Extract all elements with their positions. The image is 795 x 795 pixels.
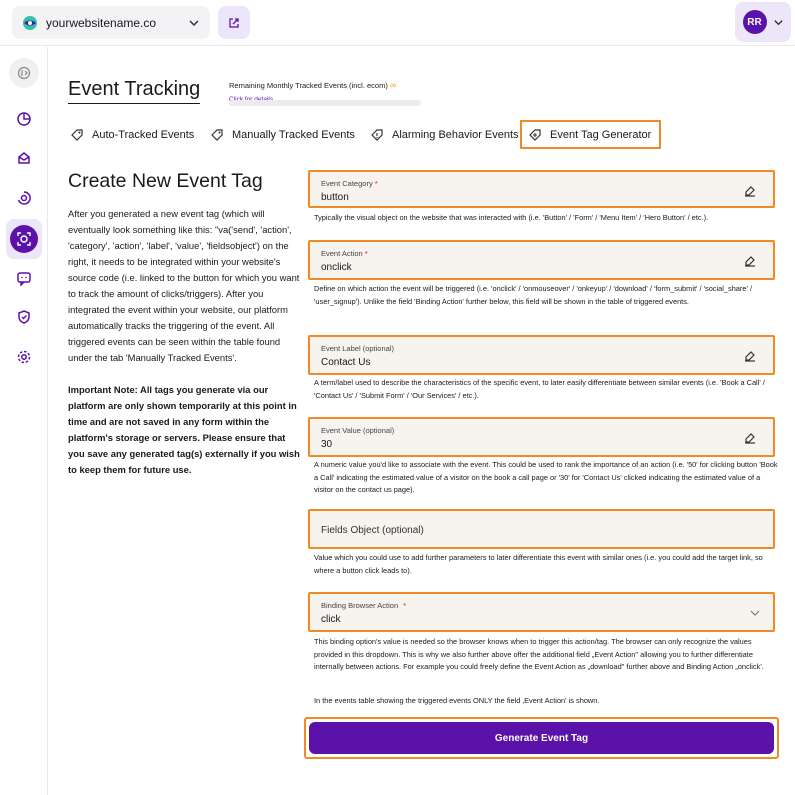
tab-bar: [62, 120, 782, 150]
sidebar-item-analytics[interactable]: [6, 101, 42, 137]
tab-auto-tracked-events[interactable]: [64, 120, 200, 149]
event-action-input[interactable]: onclick: [321, 262, 352, 273]
event-label-help: A term/label used to describe the characteristics of the specific event, to later easily differentiate between similar events (i.e. 'Book a Call' / 'Contact Us' / 'Submit Form' / 'Our Services' / etc.).: [314, 378, 765, 400]
shield-icon: [16, 309, 32, 325]
event-action-field[interactable]: [308, 240, 775, 280]
spiral-icon: [16, 190, 32, 206]
sidebar-item-activity[interactable]: [6, 180, 42, 216]
quota-progress-bar: [229, 100, 421, 106]
event-category-input[interactable]: button: [321, 192, 349, 203]
binding-action-value: click: [321, 614, 341, 625]
website-selector[interactable]: [12, 6, 210, 39]
quota-value: ∞: [389, 80, 397, 90]
chevron-down-icon: [188, 17, 200, 29]
chevron-down-icon: [773, 17, 784, 28]
top-bar: [0, 0, 795, 46]
binding-action-help: This binding option's value is needed so the browser knows when to trigger this action/tag. The browser can only recognize the values provided in this dropdown. This is why we also further above offer the additional field „Event Action" allowing you to further differentiate internally between actions. For example you could freely define the Event Action as „download" further above and Binding Action „onclick'.: [314, 637, 764, 671]
sidebar-active-indicator: [10, 225, 38, 253]
tag-icon: [70, 128, 84, 142]
gear-icon: [16, 349, 32, 365]
open-website-button[interactable]: [218, 6, 250, 39]
important-note: Important Note: All tags you generate via our platform are only shown temporarily at this point in time and are not saved in any form within the platform's storage or servers. Please ensure that you save any generated tag(s) externally if you wish to keep them for future use.: [68, 384, 300, 475]
binding-action-note: In the events table showing the triggered events ONLY the field ‚Event Action' is shown.: [314, 696, 600, 705]
user-menu-button[interactable]: [735, 2, 791, 42]
intro-panel: [68, 170, 300, 478]
tab-label: Manually Tracked Events: [232, 128, 355, 141]
collapse-icon: [17, 66, 31, 80]
sidebar-toggle[interactable]: [9, 58, 39, 88]
field-label: Event Action *: [321, 249, 368, 258]
pie-chart-icon: [16, 111, 32, 127]
event-value-help: A numeric value you'd like to associate with the event. This could be used to rank the importance of an action (i.e. '50' for clicking button 'Book a Call' indicating the estimated value of a visitor on the book a call page or '30' for 'Contact Us' clicked indicating the estimated value of a visitor on the contact us page).: [314, 460, 778, 494]
fields-object-help: Value which you could use to add further parameters to later differentiate this event with similar ones (i.e. you could add the target link, so where a button click leads to).: [314, 553, 763, 575]
sidebar-item-messages[interactable]: [6, 260, 42, 296]
external-link-icon: [227, 16, 241, 30]
event-label-field[interactable]: [308, 335, 775, 375]
event-action-help: Define on which action the event will be triggered (i.e. 'onclick' / 'onmouseover' / 'onkeyup' / 'download' / 'form_submit' / 'social_share' / 'user_signup'). Unlike the field 'Binding Action' further below, this field will be shown in the table of triggered events.: [314, 284, 753, 306]
sidebar-item-security[interactable]: [6, 299, 42, 335]
sidebar: [0, 47, 48, 795]
binding-action-select[interactable]: [308, 592, 775, 632]
sidebar-item-settings[interactable]: [6, 339, 42, 375]
tab-manually-tracked-events[interactable]: [204, 120, 361, 149]
field-label: Event Value (optional): [321, 426, 395, 435]
avatar: RR: [743, 10, 767, 34]
event-label-input[interactable]: Contact Us: [321, 357, 371, 368]
eraser-icon[interactable]: [743, 253, 757, 267]
field-label: Event Category *: [321, 179, 378, 188]
fields-object-input[interactable]: Fields Object (optional): [321, 525, 424, 536]
intro-text: After you generated a new event tag (which will eventually look something like this: "va('send', 'action', 'category', 'action', 'label', 'value', 'fieldsobject') on the right, it needs to be integrated within your website's source code (i.e. linked to the button for which you want to track the amount of clicks/triggers). After you integrated the event within your website, our platform automatically tracks the triggering of the event. All triggered events can be seen within the table found under the tab 'Manually Tracked Events'.: [68, 208, 300, 363]
generate-event-tag-button[interactable]: Generate Event Tag: [309, 722, 774, 754]
fields-object-field[interactable]: [308, 509, 775, 549]
inbox-icon: [16, 150, 32, 166]
sidebar-item-event-tracking[interactable]: [6, 219, 42, 259]
monthly-quota: [229, 75, 429, 103]
globe-icon: [22, 15, 38, 31]
field-label: Event Label (optional): [321, 344, 394, 353]
tab-label: Alarming Behavior Events: [392, 128, 519, 141]
chat-icon: [16, 270, 32, 286]
event-value-input[interactable]: 30: [321, 439, 333, 450]
tag-generator-icon: [528, 128, 542, 142]
field-label: Binding Browser Action *: [321, 601, 407, 610]
chevron-down-icon[interactable]: [749, 607, 761, 619]
eraser-icon[interactable]: [743, 430, 757, 444]
website-name: yourwebsitename.co: [46, 15, 157, 30]
quota-label: Remaining Monthly Tracked Events (incl. ecom): [229, 81, 388, 90]
event-category-field[interactable]: [308, 170, 775, 208]
target-icon: [16, 231, 32, 247]
eraser-icon[interactable]: [743, 183, 757, 197]
event-category-help: Typically the visual object on the website that was interacted with (i.e. 'Button' / 'Form' / 'Menu Item' / 'Hero Button' / etc.).: [314, 213, 709, 222]
tab-label: Event Tag Generator: [550, 128, 652, 141]
tab-alarming-behavior-events[interactable]: [364, 120, 525, 149]
tab-label: Auto-Tracked Events: [92, 128, 195, 141]
tab-event-tag-generator[interactable]: [520, 120, 661, 149]
tag-icon: [210, 128, 224, 142]
generate-button-highlight: [304, 717, 779, 759]
eraser-icon[interactable]: [743, 348, 757, 362]
alarm-tag-icon: [370, 128, 384, 142]
sidebar-item-inbox[interactable]: [6, 140, 42, 176]
event-value-field[interactable]: [308, 417, 775, 457]
section-heading: Create New Event Tag: [68, 170, 263, 192]
page-title: Event Tracking: [68, 78, 200, 104]
